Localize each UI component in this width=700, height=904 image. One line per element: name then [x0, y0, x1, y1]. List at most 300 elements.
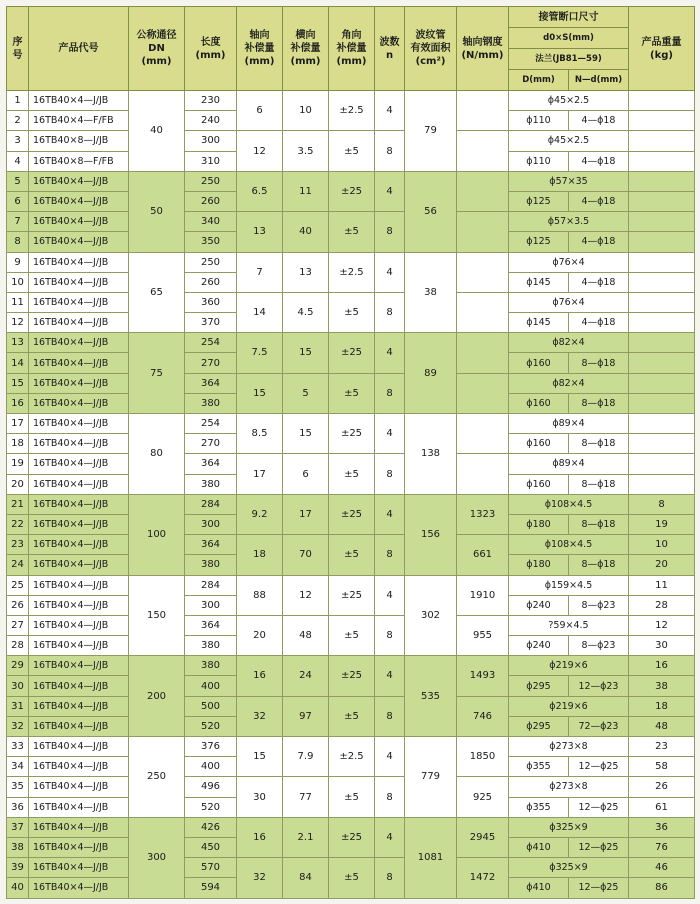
product-weight: 61	[629, 797, 695, 817]
wave-count: 4	[375, 656, 405, 696]
wave-count: 4	[375, 494, 405, 534]
col-lateral: 横向 补偿量 (mm)	[283, 7, 329, 91]
table-row	[7, 414, 695, 434]
product-code: 16TB40×4—J/JB	[29, 333, 129, 353]
row-number: 39	[7, 858, 29, 878]
product-weight: 86	[629, 878, 695, 898]
pipe-size: ϕ76×4	[509, 252, 629, 272]
flange-bolts: 8—ϕ18	[569, 353, 629, 373]
flange-bolts: 8—ϕ18	[569, 474, 629, 494]
col-seq: 序 号	[7, 7, 29, 91]
pipe-size: ϕ45×2.5	[509, 131, 629, 151]
row-number: 26	[7, 595, 29, 615]
flange-bolts: 12—ϕ23	[569, 676, 629, 696]
angular-compensation: ±5	[329, 777, 375, 817]
length: 594	[185, 878, 237, 898]
product-code: 16TB40×4—J/JB	[29, 393, 129, 413]
length: 230	[185, 91, 237, 111]
axial-stiffness	[457, 252, 509, 292]
flange-bolts: 4—ϕ18	[569, 111, 629, 131]
angular-compensation: ±5	[329, 454, 375, 494]
length: 380	[185, 555, 237, 575]
row-number: 40	[7, 878, 29, 898]
table-row	[7, 696, 695, 716]
row-number: 8	[7, 232, 29, 252]
length: 260	[185, 272, 237, 292]
table-row	[7, 494, 695, 514]
wave-count: 8	[375, 212, 405, 252]
axial-stiffness	[457, 91, 509, 131]
axial-stiffness	[457, 454, 509, 494]
product-weight	[629, 212, 695, 232]
col-flange: 法兰(JB81—59)	[509, 49, 629, 70]
product-weight: 46	[629, 858, 695, 878]
flange-bolts: 12—ϕ25	[569, 797, 629, 817]
pipe-size: ϕ108×4.5	[509, 494, 629, 514]
product-code: 16TB40×4—J/JB	[29, 575, 129, 595]
col-length: 长度 (mm)	[185, 7, 237, 91]
row-number: 7	[7, 212, 29, 232]
effective-area: 89	[405, 333, 457, 414]
product-code: 16TB40×4—J/JB	[29, 676, 129, 696]
wave-count: 4	[375, 333, 405, 373]
nominal-diameter: 250	[129, 737, 185, 818]
lateral-compensation: 15	[283, 333, 329, 373]
angular-compensation: ±25	[329, 333, 375, 373]
row-number: 22	[7, 514, 29, 534]
product-code: 16TB40×4—J/JB	[29, 777, 129, 797]
row-number: 35	[7, 777, 29, 797]
lateral-compensation: 7.9	[283, 737, 329, 777]
expansion-joint-spec-table	[6, 6, 695, 899]
row-number: 2	[7, 111, 29, 131]
table-row	[7, 817, 695, 837]
effective-area: 302	[405, 575, 457, 656]
length: 364	[185, 615, 237, 635]
angular-compensation: ±5	[329, 292, 375, 332]
flange-bolts: 8—ϕ18	[569, 434, 629, 454]
pipe-size: ϕ159×4.5	[509, 575, 629, 595]
size-group	[7, 817, 695, 898]
product-weight: 18	[629, 696, 695, 716]
product-code: 16TB40×4—J/JB	[29, 615, 129, 635]
size-group	[7, 494, 695, 575]
col-code: 产品代号	[29, 7, 129, 91]
product-code: 16TB40×4—J/JB	[29, 656, 129, 676]
axial-compensation: 7.5	[237, 333, 283, 373]
row-number: 6	[7, 191, 29, 211]
length: 360	[185, 292, 237, 312]
col-connection: 接管断口尺寸	[509, 7, 629, 28]
col-area: 波纹管 有效面积 (cm²)	[405, 7, 457, 91]
product-code: 16TB40×4—J/JB	[29, 716, 129, 736]
flange-diameter: ϕ410	[509, 837, 569, 857]
table-row	[7, 858, 695, 878]
pipe-size: ϕ82×4	[509, 333, 629, 353]
axial-compensation: 15	[237, 373, 283, 413]
pipe-size: ϕ82×4	[509, 373, 629, 393]
axial-stiffness	[457, 171, 509, 211]
row-number: 5	[7, 171, 29, 191]
length: 310	[185, 151, 237, 171]
wave-count: 4	[375, 817, 405, 857]
nominal-diameter: 40	[129, 91, 185, 172]
table-row	[7, 292, 695, 312]
size-group	[7, 171, 695, 252]
product-code: 16TB40×4—J/JB	[29, 494, 129, 514]
product-code: 16TB40×4—J/JB	[29, 91, 129, 111]
row-number: 25	[7, 575, 29, 595]
row-number: 27	[7, 615, 29, 635]
axial-compensation: 32	[237, 858, 283, 898]
row-number: 19	[7, 454, 29, 474]
length: 260	[185, 191, 237, 211]
product-weight: 58	[629, 757, 695, 777]
product-code: 16TB40×4—J/JB	[29, 434, 129, 454]
flange-bolts: 12—ϕ25	[569, 757, 629, 777]
product-code: 16TB40×4—J/JB	[29, 535, 129, 555]
table-row	[7, 252, 695, 272]
product-code: 16TB40×4—J/JB	[29, 474, 129, 494]
lateral-compensation: 2.1	[283, 817, 329, 857]
angular-compensation: ±25	[329, 575, 375, 615]
lateral-compensation: 17	[283, 494, 329, 534]
product-code: 16TB40×4—J/JB	[29, 292, 129, 312]
row-number: 15	[7, 373, 29, 393]
axial-stiffness: 925	[457, 777, 509, 817]
flange-diameter: ϕ410	[509, 878, 569, 898]
product-code: 16TB40×4—J/JB	[29, 414, 129, 434]
wave-count: 8	[375, 373, 405, 413]
product-code: 16TB40×4—J/JB	[29, 595, 129, 615]
effective-area: 138	[405, 414, 457, 495]
row-number: 16	[7, 393, 29, 413]
flange-diameter: ϕ110	[509, 111, 569, 131]
product-code: 16TB40×4—F/FB	[29, 111, 129, 131]
pipe-size: ϕ325×9	[509, 858, 629, 878]
size-group	[7, 656, 695, 737]
angular-compensation: ±2.5	[329, 91, 375, 131]
product-code: 16TB40×4—J/JB	[29, 232, 129, 252]
product-weight	[629, 313, 695, 333]
product-weight	[629, 131, 695, 151]
product-weight	[629, 333, 695, 353]
row-number: 13	[7, 333, 29, 353]
lateral-compensation: 3.5	[283, 131, 329, 171]
pipe-size: ?59×4.5	[509, 615, 629, 635]
flange-diameter: ϕ160	[509, 393, 569, 413]
size-group	[7, 737, 695, 818]
product-code: 16TB40×4—J/JB	[29, 353, 129, 373]
flange-bolts: 12—ϕ25	[569, 878, 629, 898]
axial-stiffness: 2945	[457, 817, 509, 857]
size-group	[7, 575, 695, 656]
col-waves: 波数 n	[375, 7, 405, 91]
length: 364	[185, 535, 237, 555]
axial-compensation: 13	[237, 212, 283, 252]
axial-compensation: 30	[237, 777, 283, 817]
product-weight	[629, 353, 695, 373]
wave-count: 4	[375, 737, 405, 777]
length: 250	[185, 171, 237, 191]
product-code: 16TB40×4—J/JB	[29, 636, 129, 656]
flange-bolts: 4—ϕ18	[569, 272, 629, 292]
lateral-compensation: 77	[283, 777, 329, 817]
product-code: 16TB40×4—J/JB	[29, 757, 129, 777]
col-axial: 轴向 补偿量 (mm)	[237, 7, 283, 91]
flange-diameter: ϕ125	[509, 232, 569, 252]
angular-compensation: ±25	[329, 817, 375, 857]
angular-compensation: ±25	[329, 414, 375, 454]
flange-diameter: ϕ240	[509, 595, 569, 615]
product-weight: 30	[629, 636, 695, 656]
axial-stiffness: 746	[457, 696, 509, 736]
flange-diameter: ϕ295	[509, 676, 569, 696]
wave-count: 8	[375, 454, 405, 494]
table-row	[7, 91, 695, 111]
axial-compensation: 6.5	[237, 171, 283, 211]
row-number: 37	[7, 817, 29, 837]
col-angular: 角向 补偿量 (mm)	[329, 7, 375, 91]
flange-diameter: ϕ180	[509, 514, 569, 534]
axial-compensation: 16	[237, 656, 283, 696]
row-number: 31	[7, 696, 29, 716]
table-row	[7, 333, 695, 353]
angular-compensation: ±5	[329, 696, 375, 736]
nominal-diameter: 200	[129, 656, 185, 737]
row-number: 34	[7, 757, 29, 777]
axial-stiffness: 661	[457, 535, 509, 575]
flange-diameter: ϕ145	[509, 272, 569, 292]
length: 380	[185, 636, 237, 656]
angular-compensation: ±2.5	[329, 737, 375, 777]
effective-area: 79	[405, 91, 457, 172]
row-number: 24	[7, 555, 29, 575]
product-weight	[629, 454, 695, 474]
lateral-compensation: 6	[283, 454, 329, 494]
product-code: 16TB40×4—J/JB	[29, 696, 129, 716]
flange-bolts: 8—ϕ18	[569, 393, 629, 413]
table-row	[7, 615, 695, 635]
col-pipe-size: d0×S(mm)	[509, 28, 629, 49]
product-weight: 12	[629, 615, 695, 635]
flange-bolts: 4—ϕ18	[569, 151, 629, 171]
wave-count: 8	[375, 696, 405, 736]
axial-stiffness	[457, 414, 509, 454]
row-number: 4	[7, 151, 29, 171]
product-weight: 19	[629, 514, 695, 534]
size-group	[7, 91, 695, 172]
angular-compensation: ±5	[329, 212, 375, 252]
flange-bolts: 8—ϕ23	[569, 636, 629, 656]
row-number: 17	[7, 414, 29, 434]
length: 340	[185, 212, 237, 232]
flange-diameter: ϕ240	[509, 636, 569, 656]
size-group	[7, 414, 695, 495]
flange-diameter: ϕ110	[509, 151, 569, 171]
product-code: 16TB40×4—J/JB	[29, 191, 129, 211]
lateral-compensation: 24	[283, 656, 329, 696]
product-code: 16TB40×4—J/JB	[29, 797, 129, 817]
product-code: 16TB40×4—J/JB	[29, 737, 129, 757]
product-weight: 48	[629, 716, 695, 736]
product-weight: 28	[629, 595, 695, 615]
product-code: 16TB40×8—F/FB	[29, 151, 129, 171]
angular-compensation: ±5	[329, 373, 375, 413]
length: 350	[185, 232, 237, 252]
product-weight: 36	[629, 817, 695, 837]
flange-diameter: ϕ160	[509, 434, 569, 454]
product-weight: 26	[629, 777, 695, 797]
length: 250	[185, 252, 237, 272]
pipe-size: ϕ45×2.5	[509, 91, 629, 111]
length: 450	[185, 837, 237, 857]
product-weight	[629, 191, 695, 211]
wave-count: 4	[375, 575, 405, 615]
row-number: 20	[7, 474, 29, 494]
lateral-compensation: 12	[283, 575, 329, 615]
length: 426	[185, 817, 237, 837]
table-row	[7, 373, 695, 393]
length: 500	[185, 696, 237, 716]
table-row	[7, 575, 695, 595]
product-weight	[629, 272, 695, 292]
length: 254	[185, 414, 237, 434]
product-weight	[629, 151, 695, 171]
flange-bolts: 4—ϕ18	[569, 313, 629, 333]
row-number: 29	[7, 656, 29, 676]
length: 300	[185, 595, 237, 615]
pipe-size: ϕ273×8	[509, 777, 629, 797]
nominal-diameter: 100	[129, 494, 185, 575]
product-code: 16TB40×4—J/JB	[29, 171, 129, 191]
product-code: 16TB40×4—J/JB	[29, 555, 129, 575]
nominal-diameter: 80	[129, 414, 185, 495]
product-weight	[629, 292, 695, 312]
flange-diameter: ϕ180	[509, 555, 569, 575]
product-weight	[629, 232, 695, 252]
length: 270	[185, 434, 237, 454]
table-row	[7, 131, 695, 151]
product-code: 16TB40×4—J/JB	[29, 212, 129, 232]
length: 240	[185, 111, 237, 131]
flange-bolts: 8—ϕ18	[569, 555, 629, 575]
row-number: 11	[7, 292, 29, 312]
length: 400	[185, 757, 237, 777]
angular-compensation: ±5	[329, 615, 375, 655]
axial-stiffness	[457, 292, 509, 332]
axial-compensation: 6	[237, 91, 283, 131]
wave-count: 8	[375, 535, 405, 575]
lateral-compensation: 10	[283, 91, 329, 131]
product-code: 16TB40×8—J/JB	[29, 131, 129, 151]
product-code: 16TB40×4—J/JB	[29, 272, 129, 292]
axial-compensation: 15	[237, 737, 283, 777]
axial-compensation: 7	[237, 252, 283, 292]
row-number: 23	[7, 535, 29, 555]
product-weight	[629, 373, 695, 393]
pipe-size: ϕ325×9	[509, 817, 629, 837]
axial-stiffness	[457, 333, 509, 373]
product-weight: 10	[629, 535, 695, 555]
lateral-compensation: 48	[283, 615, 329, 655]
size-group	[7, 333, 695, 414]
pipe-size: ϕ89×4	[509, 454, 629, 474]
pipe-size: ϕ108×4.5	[509, 535, 629, 555]
pipe-size: ϕ57×35	[509, 171, 629, 191]
length: 364	[185, 373, 237, 393]
col-stiffness: 轴向钢度 (N/mm)	[457, 7, 509, 91]
wave-count: 4	[375, 252, 405, 292]
axial-compensation: 17	[237, 454, 283, 494]
axial-stiffness: 1472	[457, 858, 509, 898]
angular-compensation: ±25	[329, 494, 375, 534]
lateral-compensation: 13	[283, 252, 329, 292]
pipe-size: ϕ219×6	[509, 696, 629, 716]
flange-bolts: 12—ϕ25	[569, 837, 629, 857]
spec-sheet	[6, 6, 694, 898]
axial-stiffness: 955	[457, 615, 509, 655]
effective-area: 156	[405, 494, 457, 575]
wave-count: 8	[375, 131, 405, 171]
axial-compensation: 12	[237, 131, 283, 171]
row-number: 18	[7, 434, 29, 454]
product-weight: 23	[629, 737, 695, 757]
axial-stiffness	[457, 131, 509, 171]
product-code: 16TB40×4—J/JB	[29, 858, 129, 878]
effective-area: 38	[405, 252, 457, 333]
effective-area: 56	[405, 171, 457, 252]
flange-bolts: 4—ϕ18	[569, 232, 629, 252]
axial-stiffness: 1493	[457, 656, 509, 696]
axial-compensation: 20	[237, 615, 283, 655]
nominal-diameter: 75	[129, 333, 185, 414]
row-number: 28	[7, 636, 29, 656]
row-number: 12	[7, 313, 29, 333]
row-number: 10	[7, 272, 29, 292]
row-number: 1	[7, 91, 29, 111]
wave-count: 8	[375, 858, 405, 898]
product-code: 16TB40×4—J/JB	[29, 817, 129, 837]
lateral-compensation: 97	[283, 696, 329, 736]
pipe-size: ϕ57×3.5	[509, 212, 629, 232]
product-weight	[629, 252, 695, 272]
wave-count: 8	[375, 615, 405, 655]
product-weight	[629, 434, 695, 454]
angular-compensation: ±25	[329, 656, 375, 696]
flange-diameter: ϕ355	[509, 757, 569, 777]
length: 520	[185, 716, 237, 736]
flange-bolts: 8—ϕ23	[569, 595, 629, 615]
axial-compensation: 88	[237, 575, 283, 615]
row-number: 32	[7, 716, 29, 736]
effective-area: 779	[405, 737, 457, 818]
length: 496	[185, 777, 237, 797]
length: 270	[185, 353, 237, 373]
axial-stiffness: 1323	[457, 494, 509, 534]
axial-stiffness: 1850	[457, 737, 509, 777]
table-row	[7, 777, 695, 797]
length: 380	[185, 474, 237, 494]
lateral-compensation: 70	[283, 535, 329, 575]
table-row	[7, 737, 695, 757]
product-code: 16TB40×4—J/JB	[29, 454, 129, 474]
product-weight: 8	[629, 494, 695, 514]
flange-diameter: ϕ145	[509, 313, 569, 333]
lateral-compensation: 11	[283, 171, 329, 211]
product-code: 16TB40×4—J/JB	[29, 837, 129, 857]
table-row	[7, 212, 695, 232]
